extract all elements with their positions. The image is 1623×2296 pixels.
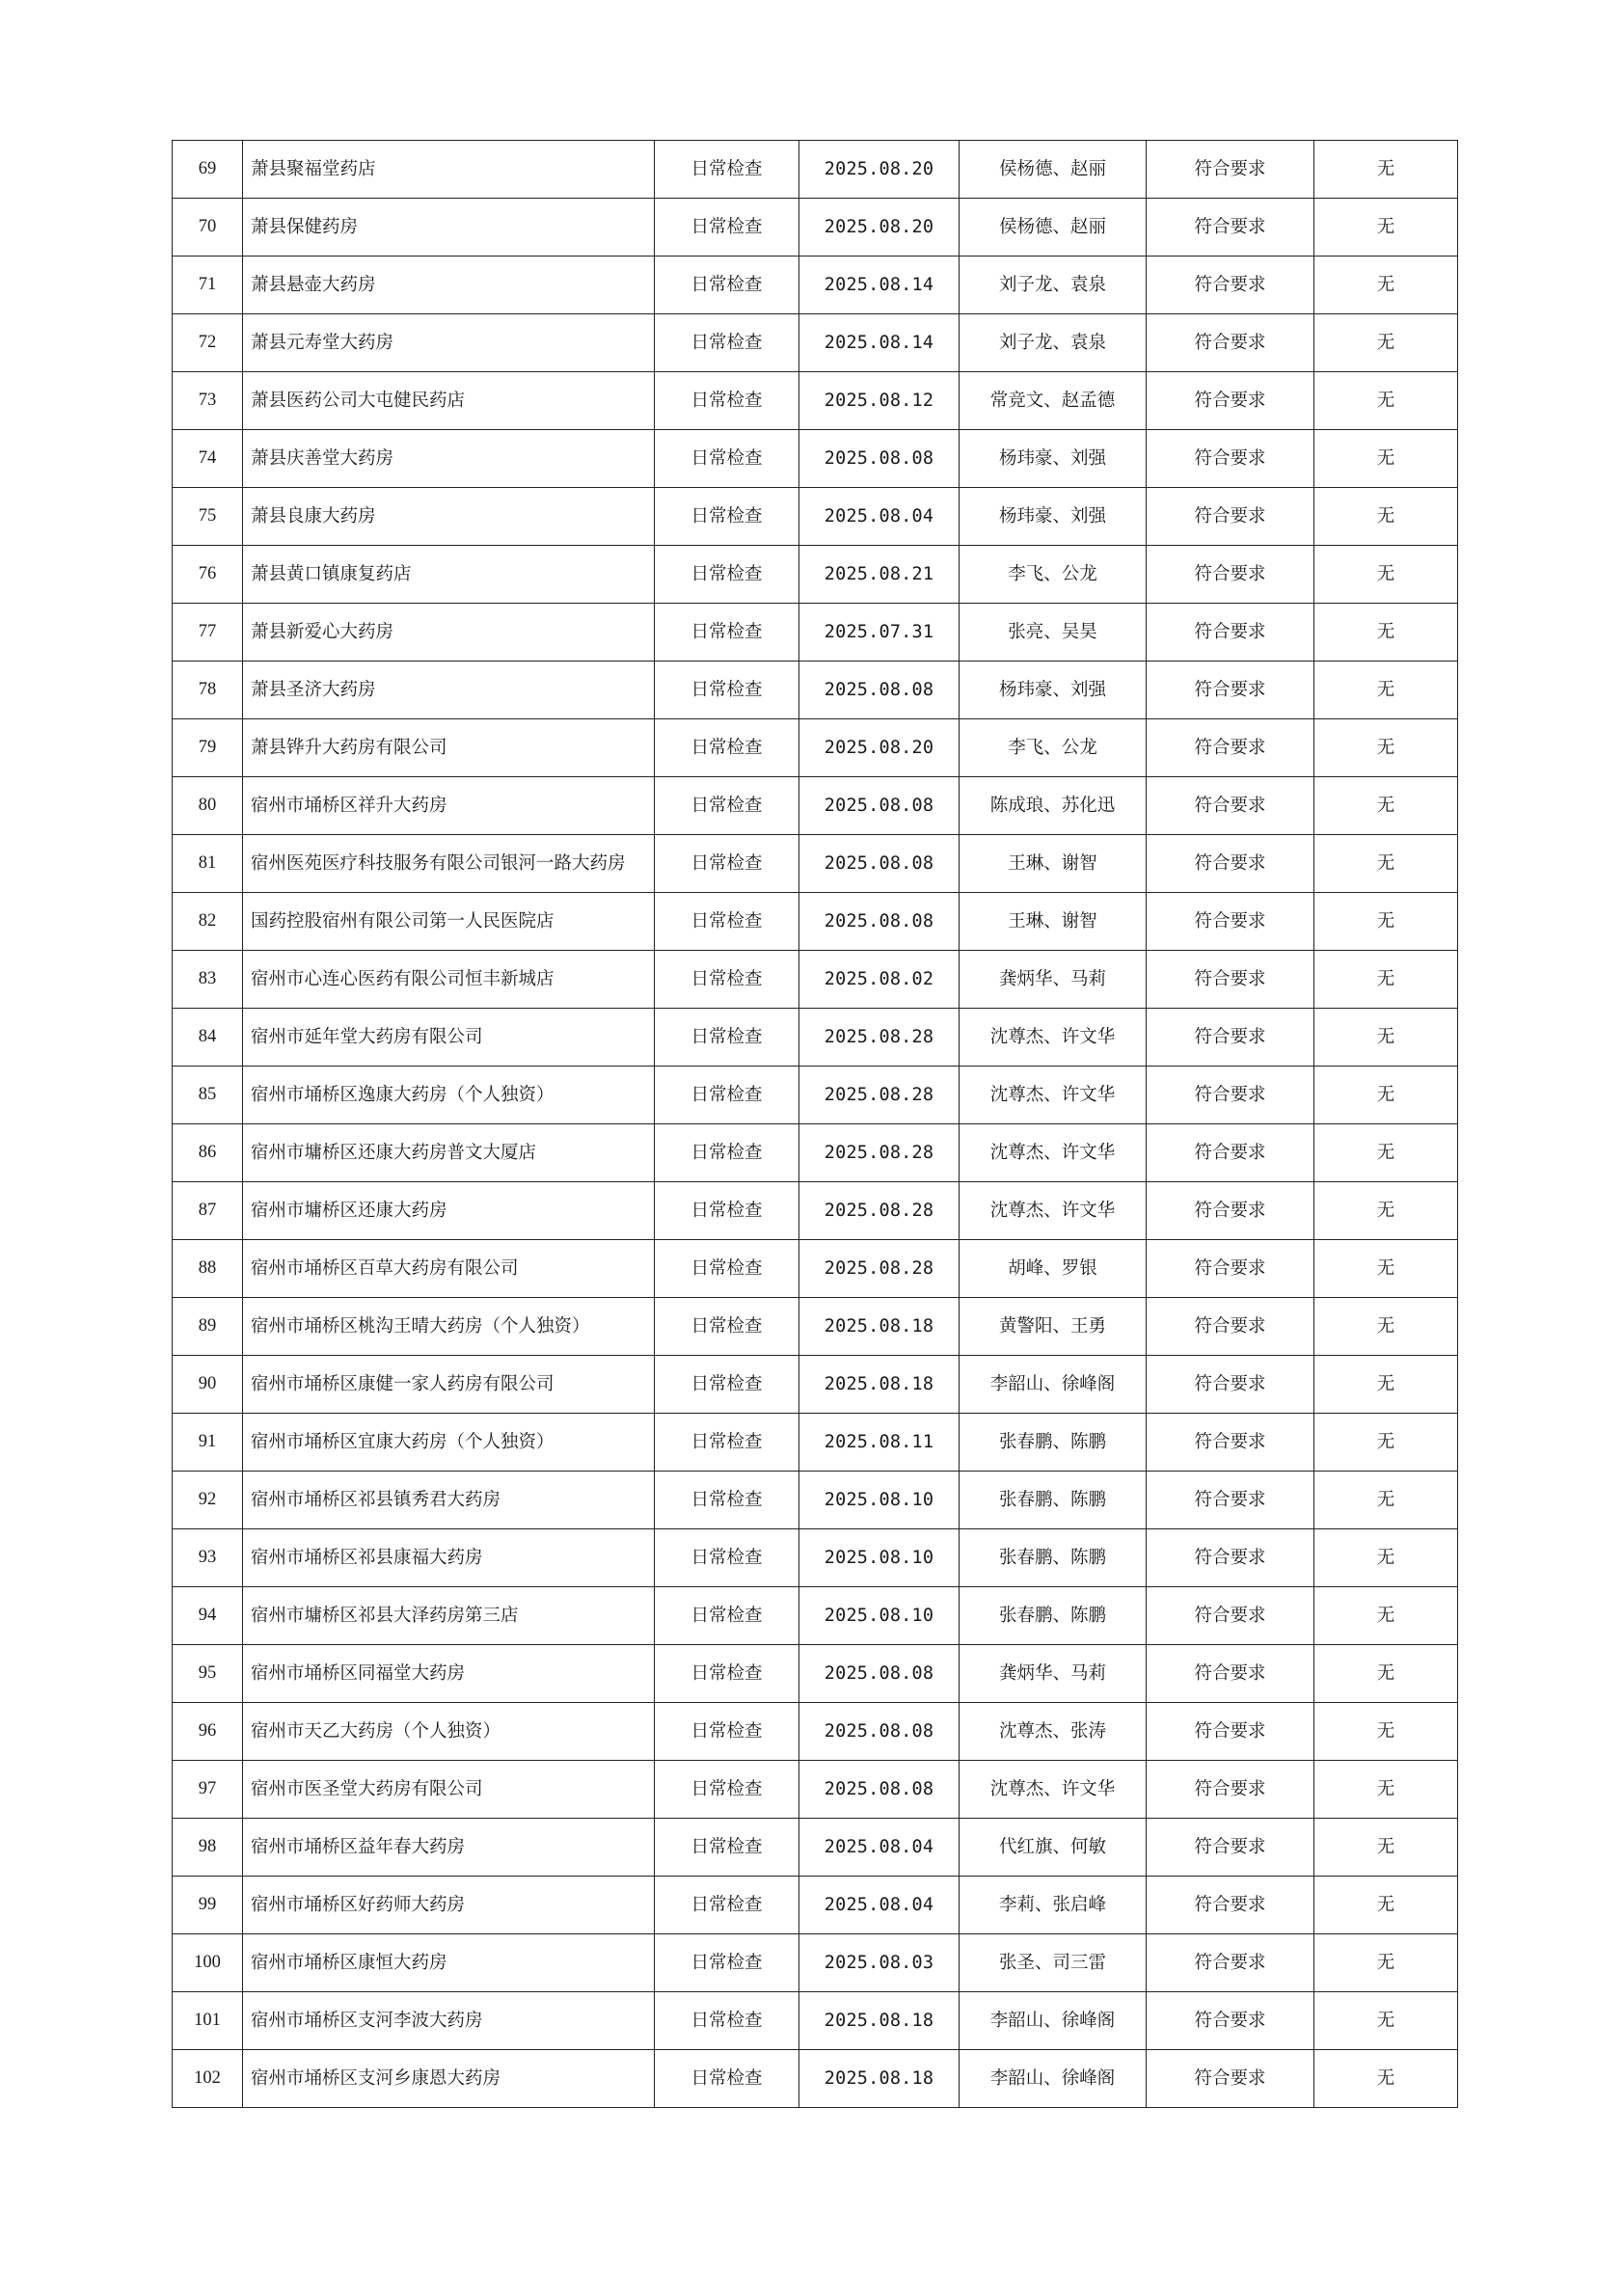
table-row	[173, 1067, 1458, 1124]
result-cell: 符合要求	[1147, 1934, 1314, 1992]
table-row	[173, 199, 1458, 257]
result-cell: 符合要求	[1147, 1529, 1314, 1587]
inspectors-cell: 沈尊杰、许文华	[960, 1124, 1147, 1182]
result-cell: 符合要求	[1147, 1703, 1314, 1761]
inspectors-cell: 杨玮豪、刘强	[960, 662, 1147, 719]
document-page	[172, 140, 1457, 2108]
inspection-date-cell: 2025.08.28	[799, 1009, 960, 1067]
pharmacy-name-cell: 宿州市埇桥区好药师大药房	[243, 1877, 655, 1934]
inspection-date-cell: 2025.08.04	[799, 1819, 960, 1877]
row-number-cell: 93	[173, 1529, 243, 1587]
result-cell: 符合要求	[1147, 893, 1314, 951]
inspection-type-cell: 日常检查	[655, 1587, 799, 1645]
inspection-type-cell: 日常检查	[655, 604, 799, 662]
result-cell: 符合要求	[1147, 1356, 1314, 1414]
result-cell: 符合要求	[1147, 314, 1314, 372]
inspection-date-cell: 2025.08.12	[799, 372, 960, 430]
inspection-type-cell: 日常检查	[655, 2050, 799, 2108]
table-row	[173, 546, 1458, 604]
pharmacy-name-cell: 宿州市埇桥区支河乡康恩大药房	[243, 2050, 655, 2108]
inspectors-cell: 沈尊杰、许文华	[960, 1182, 1147, 1240]
result-cell: 符合要求	[1147, 1645, 1314, 1703]
pharmacy-name-cell: 宿州市埇桥区百草大药房有限公司	[243, 1240, 655, 1298]
inspection-type-cell: 日常检查	[655, 893, 799, 951]
problems-cell: 无	[1314, 719, 1458, 777]
problems-cell: 无	[1314, 372, 1458, 430]
inspection-type-cell: 日常检查	[655, 1529, 799, 1587]
inspection-type-cell: 日常检查	[655, 546, 799, 604]
row-number-cell: 87	[173, 1182, 243, 1240]
problems-cell: 无	[1314, 1934, 1458, 1992]
pharmacy-name-cell: 宿州市墉桥区祁县大泽药房第三店	[243, 1587, 655, 1645]
result-cell: 符合要求	[1147, 1472, 1314, 1529]
pharmacy-name-cell: 萧县悬壶大药房	[243, 257, 655, 314]
row-number-cell: 92	[173, 1472, 243, 1529]
inspection-type-cell: 日常检查	[655, 1992, 799, 2050]
result-cell: 符合要求	[1147, 1414, 1314, 1472]
inspection-type-cell: 日常检查	[655, 1645, 799, 1703]
inspectors-cell: 李韶山、徐峰阁	[960, 1356, 1147, 1414]
inspection-date-cell: 2025.08.10	[799, 1529, 960, 1587]
inspectors-cell: 黄警阳、王勇	[960, 1298, 1147, 1356]
table-row	[173, 1240, 1458, 1298]
inspectors-cell: 李韶山、徐峰阁	[960, 2050, 1147, 2108]
row-number-cell: 102	[173, 2050, 243, 2108]
row-number-cell: 77	[173, 604, 243, 662]
table-row	[173, 1414, 1458, 1472]
problems-cell: 无	[1314, 1761, 1458, 1819]
pharmacy-name-cell: 萧县元寿堂大药房	[243, 314, 655, 372]
result-cell: 符合要求	[1147, 1298, 1314, 1356]
result-cell: 符合要求	[1147, 1182, 1314, 1240]
table-row	[173, 314, 1458, 372]
table-row	[173, 372, 1458, 430]
result-cell: 符合要求	[1147, 257, 1314, 314]
table-row	[173, 719, 1458, 777]
inspection-date-cell: 2025.08.08	[799, 777, 960, 835]
problems-cell: 无	[1314, 1819, 1458, 1877]
inspectors-cell: 沈尊杰、许文华	[960, 1761, 1147, 1819]
row-number-cell: 74	[173, 430, 243, 488]
problems-cell: 无	[1314, 1182, 1458, 1240]
problems-cell: 无	[1314, 430, 1458, 488]
inspection-date-cell: 2025.08.18	[799, 1356, 960, 1414]
result-cell: 符合要求	[1147, 1009, 1314, 1067]
pharmacy-name-cell: 宿州市医圣堂大药房有限公司	[243, 1761, 655, 1819]
pharmacy-name-cell: 宿州市心连心医药有限公司恒丰新城店	[243, 951, 655, 1009]
result-cell: 符合要求	[1147, 662, 1314, 719]
row-number-cell: 83	[173, 951, 243, 1009]
inspectors-cell: 龚炳华、马莉	[960, 1645, 1147, 1703]
inspection-date-cell: 2025.08.10	[799, 1472, 960, 1529]
row-number-cell: 76	[173, 546, 243, 604]
result-cell: 符合要求	[1147, 1992, 1314, 2050]
inspection-type-cell: 日常检查	[655, 1877, 799, 1934]
inspection-date-cell: 2025.08.28	[799, 1067, 960, 1124]
table-row	[173, 1934, 1458, 1992]
inspection-date-cell: 2025.08.08	[799, 835, 960, 893]
inspection-date-cell: 2025.08.08	[799, 1645, 960, 1703]
inspection-date-cell: 2025.08.20	[799, 199, 960, 257]
inspectors-cell: 张春鹏、陈鹏	[960, 1529, 1147, 1587]
row-number-cell: 99	[173, 1877, 243, 1934]
inspection-date-cell: 2025.08.18	[799, 1992, 960, 2050]
table-row	[173, 1182, 1458, 1240]
problems-cell: 无	[1314, 1529, 1458, 1587]
inspection-type-cell: 日常检查	[655, 1124, 799, 1182]
inspection-date-cell: 2025.08.02	[799, 951, 960, 1009]
result-cell: 符合要求	[1147, 1877, 1314, 1934]
inspectors-cell: 龚炳华、马莉	[960, 951, 1147, 1009]
pharmacy-name-cell: 宿州市埇桥区宜康大药房（个人独资）	[243, 1414, 655, 1472]
table-row	[173, 951, 1458, 1009]
row-number-cell: 79	[173, 719, 243, 777]
inspectors-cell: 张亮、吴昊	[960, 604, 1147, 662]
pharmacy-name-cell: 萧县聚福堂药店	[243, 141, 655, 199]
inspection-date-cell: 2025.08.28	[799, 1182, 960, 1240]
row-number-cell: 101	[173, 1992, 243, 2050]
problems-cell: 无	[1314, 893, 1458, 951]
table-body	[173, 141, 1458, 2108]
result-cell: 符合要求	[1147, 141, 1314, 199]
row-number-cell: 97	[173, 1761, 243, 1819]
inspection-type-cell: 日常检查	[655, 835, 799, 893]
row-number-cell: 91	[173, 1414, 243, 1472]
table-row	[173, 1298, 1458, 1356]
inspectors-cell: 刘子龙、袁泉	[960, 314, 1147, 372]
row-number-cell: 95	[173, 1645, 243, 1703]
table-row	[173, 1645, 1458, 1703]
inspection-type-cell: 日常检查	[655, 141, 799, 199]
inspectors-cell: 李飞、公龙	[960, 719, 1147, 777]
pharmacy-name-cell: 宿州市埇桥区同福堂大药房	[243, 1645, 655, 1703]
inspectors-cell: 代红旗、何敏	[960, 1819, 1147, 1877]
inspection-date-cell: 2025.08.14	[799, 257, 960, 314]
inspection-date-cell: 2025.08.20	[799, 719, 960, 777]
problems-cell: 无	[1314, 488, 1458, 546]
inspection-type-cell: 日常检查	[655, 777, 799, 835]
result-cell: 符合要求	[1147, 372, 1314, 430]
inspection-date-cell: 2025.08.20	[799, 141, 960, 199]
inspection-date-cell: 2025.08.10	[799, 1587, 960, 1645]
result-cell: 符合要求	[1147, 488, 1314, 546]
result-cell: 符合要求	[1147, 1240, 1314, 1298]
inspection-type-cell: 日常检查	[655, 1182, 799, 1240]
pharmacy-name-cell: 萧县良康大药房	[243, 488, 655, 546]
inspectors-cell: 沈尊杰、许文华	[960, 1009, 1147, 1067]
result-cell: 符合要求	[1147, 546, 1314, 604]
inspection-date-cell: 2025.08.08	[799, 430, 960, 488]
row-number-cell: 80	[173, 777, 243, 835]
inspectors-cell: 沈尊杰、许文华	[960, 1067, 1147, 1124]
inspection-date-cell: 2025.08.11	[799, 1414, 960, 1472]
inspection-date-cell: 2025.08.08	[799, 1761, 960, 1819]
table-row	[173, 1587, 1458, 1645]
inspectors-cell: 杨玮豪、刘强	[960, 488, 1147, 546]
result-cell: 符合要求	[1147, 777, 1314, 835]
result-cell: 符合要求	[1147, 1067, 1314, 1124]
row-number-cell: 96	[173, 1703, 243, 1761]
pharmacy-name-cell: 萧县铧升大药房有限公司	[243, 719, 655, 777]
result-cell: 符合要求	[1147, 835, 1314, 893]
inspection-type-cell: 日常检查	[655, 1472, 799, 1529]
row-number-cell: 94	[173, 1587, 243, 1645]
table-row	[173, 1472, 1458, 1529]
result-cell: 符合要求	[1147, 1761, 1314, 1819]
inspection-date-cell: 2025.07.31	[799, 604, 960, 662]
problems-cell: 无	[1314, 546, 1458, 604]
inspectors-cell: 胡峰、罗银	[960, 1240, 1147, 1298]
pharmacy-name-cell: 国药控股宿州有限公司第一人民医院店	[243, 893, 655, 951]
inspection-type-cell: 日常检查	[655, 1761, 799, 1819]
pharmacy-name-cell: 萧县黄口镇康复药店	[243, 546, 655, 604]
row-number-cell: 70	[173, 199, 243, 257]
inspectors-cell: 王琳、谢智	[960, 835, 1147, 893]
inspection-date-cell: 2025.08.21	[799, 546, 960, 604]
inspection-type-cell: 日常检查	[655, 1009, 799, 1067]
problems-cell: 无	[1314, 1472, 1458, 1529]
problems-cell: 无	[1314, 257, 1458, 314]
result-cell: 符合要求	[1147, 1819, 1314, 1877]
inspection-date-cell: 2025.08.08	[799, 893, 960, 951]
inspection-date-cell: 2025.08.18	[799, 1298, 960, 1356]
problems-cell: 无	[1314, 1124, 1458, 1182]
row-number-cell: 72	[173, 314, 243, 372]
problems-cell: 无	[1314, 1587, 1458, 1645]
table-row	[173, 1819, 1458, 1877]
pharmacy-name-cell: 宿州市埇桥区祥升大药房	[243, 777, 655, 835]
pharmacy-name-cell: 宿州医苑医疗科技服务有限公司银河一路大药房	[243, 835, 655, 893]
inspectors-cell: 张春鹏、陈鹏	[960, 1414, 1147, 1472]
inspection-date-cell: 2025.08.08	[799, 1703, 960, 1761]
row-number-cell: 81	[173, 835, 243, 893]
row-number-cell: 82	[173, 893, 243, 951]
pharmacy-name-cell: 宿州市埇桥区康恒大药房	[243, 1934, 655, 1992]
problems-cell: 无	[1314, 777, 1458, 835]
table-row	[173, 1761, 1458, 1819]
table-row	[173, 1703, 1458, 1761]
problems-cell: 无	[1314, 199, 1458, 257]
result-cell: 符合要求	[1147, 1124, 1314, 1182]
row-number-cell: 89	[173, 1298, 243, 1356]
table-row	[173, 1877, 1458, 1934]
problems-cell: 无	[1314, 1645, 1458, 1703]
problems-cell: 无	[1314, 1414, 1458, 1472]
inspection-type-cell: 日常检查	[655, 1934, 799, 1992]
inspectors-cell: 侯杨德、赵丽	[960, 141, 1147, 199]
row-number-cell: 84	[173, 1009, 243, 1067]
inspection-date-cell: 2025.08.04	[799, 488, 960, 546]
inspectors-cell: 侯杨德、赵丽	[960, 199, 1147, 257]
result-cell: 符合要求	[1147, 604, 1314, 662]
row-number-cell: 86	[173, 1124, 243, 1182]
table-row	[173, 835, 1458, 893]
pharmacy-name-cell: 萧县医药公司大屯健民药店	[243, 372, 655, 430]
table-row	[173, 1992, 1458, 2050]
inspection-date-cell: 2025.08.28	[799, 1124, 960, 1182]
inspection-type-cell: 日常检查	[655, 662, 799, 719]
inspection-type-cell: 日常检查	[655, 372, 799, 430]
row-number-cell: 78	[173, 662, 243, 719]
problems-cell: 无	[1314, 662, 1458, 719]
inspectors-cell: 常竞文、赵孟德	[960, 372, 1147, 430]
inspection-type-cell: 日常检查	[655, 1067, 799, 1124]
row-number-cell: 100	[173, 1934, 243, 1992]
problems-cell: 无	[1314, 1356, 1458, 1414]
result-cell: 符合要求	[1147, 1587, 1314, 1645]
inspectors-cell: 杨玮豪、刘强	[960, 430, 1147, 488]
inspection-type-cell: 日常检查	[655, 430, 799, 488]
problems-cell: 无	[1314, 1877, 1458, 1934]
problems-cell: 无	[1314, 1703, 1458, 1761]
inspection-date-cell: 2025.08.14	[799, 314, 960, 372]
pharmacy-name-cell: 宿州市墉桥区还康大药房	[243, 1182, 655, 1240]
inspection-records-table	[172, 140, 1458, 2108]
inspectors-cell: 刘子龙、袁泉	[960, 257, 1147, 314]
inspectors-cell: 张春鹏、陈鹏	[960, 1587, 1147, 1645]
table-row	[173, 430, 1458, 488]
inspection-type-cell: 日常检查	[655, 1356, 799, 1414]
inspectors-cell: 陈成琅、苏化迅	[960, 777, 1147, 835]
inspection-type-cell: 日常检查	[655, 1298, 799, 1356]
table-row	[173, 2050, 1458, 2108]
problems-cell: 无	[1314, 951, 1458, 1009]
inspectors-cell: 张圣、司三雷	[960, 1934, 1147, 1992]
table-row	[173, 777, 1458, 835]
row-number-cell: 88	[173, 1240, 243, 1298]
pharmacy-name-cell: 宿州市埇桥区康健一家人药房有限公司	[243, 1356, 655, 1414]
table-row	[173, 488, 1458, 546]
inspectors-cell: 李韶山、徐峰阁	[960, 1992, 1147, 2050]
inspection-type-cell: 日常检查	[655, 199, 799, 257]
row-number-cell: 73	[173, 372, 243, 430]
inspection-type-cell: 日常检查	[655, 951, 799, 1009]
table-row	[173, 893, 1458, 951]
table-row	[173, 1356, 1458, 1414]
inspectors-cell: 李飞、公龙	[960, 546, 1147, 604]
inspectors-cell: 沈尊杰、张涛	[960, 1703, 1147, 1761]
inspectors-cell: 张春鹏、陈鹏	[960, 1472, 1147, 1529]
inspection-type-cell: 日常检查	[655, 1240, 799, 1298]
row-number-cell: 75	[173, 488, 243, 546]
pharmacy-name-cell: 宿州市埇桥区祁县镇秀君大药房	[243, 1472, 655, 1529]
table-row	[173, 604, 1458, 662]
problems-cell: 无	[1314, 314, 1458, 372]
pharmacy-name-cell: 宿州市埇桥区益年春大药房	[243, 1819, 655, 1877]
problems-cell: 无	[1314, 1067, 1458, 1124]
inspection-date-cell: 2025.08.04	[799, 1877, 960, 1934]
inspection-type-cell: 日常检查	[655, 1819, 799, 1877]
table-row	[173, 257, 1458, 314]
pharmacy-name-cell: 宿州市埇桥区祁县康福大药房	[243, 1529, 655, 1587]
problems-cell: 无	[1314, 1009, 1458, 1067]
row-number-cell: 69	[173, 141, 243, 199]
problems-cell: 无	[1314, 141, 1458, 199]
inspection-type-cell: 日常检查	[655, 257, 799, 314]
problems-cell: 无	[1314, 1298, 1458, 1356]
row-number-cell: 85	[173, 1067, 243, 1124]
inspection-type-cell: 日常检查	[655, 488, 799, 546]
pharmacy-name-cell: 宿州市天乙大药房（个人独资）	[243, 1703, 655, 1761]
pharmacy-name-cell: 宿州市埇桥区桃沟王晴大药房（个人独资）	[243, 1298, 655, 1356]
inspection-date-cell: 2025.08.03	[799, 1934, 960, 1992]
row-number-cell: 71	[173, 257, 243, 314]
inspection-type-cell: 日常检查	[655, 1414, 799, 1472]
problems-cell: 无	[1314, 1992, 1458, 2050]
result-cell: 符合要求	[1147, 199, 1314, 257]
pharmacy-name-cell: 宿州市延年堂大药房有限公司	[243, 1009, 655, 1067]
pharmacy-name-cell: 萧县新爱心大药房	[243, 604, 655, 662]
problems-cell: 无	[1314, 835, 1458, 893]
row-number-cell: 98	[173, 1819, 243, 1877]
problems-cell: 无	[1314, 1240, 1458, 1298]
result-cell: 符合要求	[1147, 719, 1314, 777]
inspection-date-cell: 2025.08.08	[799, 662, 960, 719]
pharmacy-name-cell: 宿州市墉桥区还康大药房普文大厦店	[243, 1124, 655, 1182]
inspectors-cell: 李莉、张启峰	[960, 1877, 1147, 1934]
inspection-type-cell: 日常检查	[655, 314, 799, 372]
inspection-type-cell: 日常检查	[655, 719, 799, 777]
result-cell: 符合要求	[1147, 2050, 1314, 2108]
table-row	[173, 1009, 1458, 1067]
table-row	[173, 662, 1458, 719]
table-row	[173, 141, 1458, 199]
inspection-date-cell: 2025.08.18	[799, 2050, 960, 2108]
pharmacy-name-cell: 萧县庆善堂大药房	[243, 430, 655, 488]
inspectors-cell: 王琳、谢智	[960, 893, 1147, 951]
result-cell: 符合要求	[1147, 951, 1314, 1009]
pharmacy-name-cell: 萧县圣济大药房	[243, 662, 655, 719]
result-cell: 符合要求	[1147, 430, 1314, 488]
table-row	[173, 1529, 1458, 1587]
pharmacy-name-cell: 萧县保健药房	[243, 199, 655, 257]
inspection-type-cell: 日常检查	[655, 1703, 799, 1761]
row-number-cell: 90	[173, 1356, 243, 1414]
problems-cell: 无	[1314, 2050, 1458, 2108]
inspection-date-cell: 2025.08.28	[799, 1240, 960, 1298]
pharmacy-name-cell: 宿州市埇桥区逸康大药房（个人独资）	[243, 1067, 655, 1124]
table-row	[173, 1124, 1458, 1182]
problems-cell: 无	[1314, 604, 1458, 662]
pharmacy-name-cell: 宿州市埇桥区支河李波大药房	[243, 1992, 655, 2050]
